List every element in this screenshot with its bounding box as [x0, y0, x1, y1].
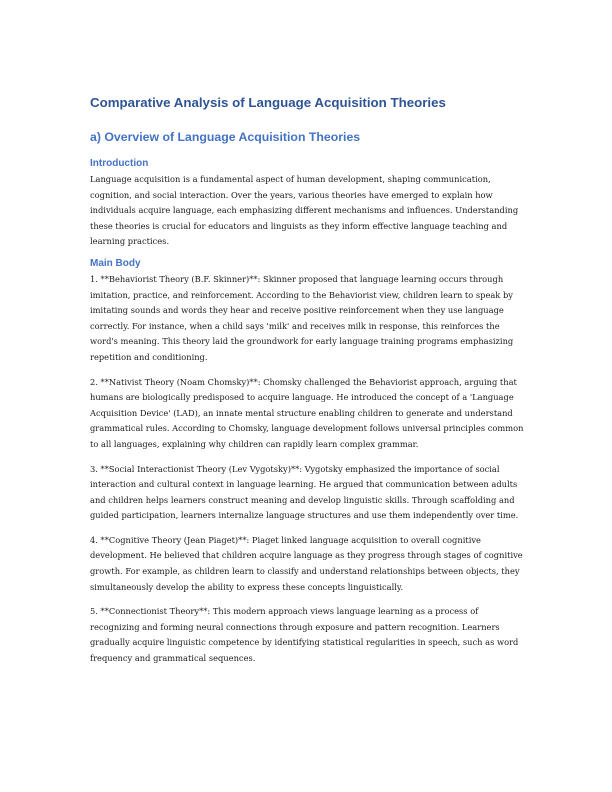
introduction-paragraph: Language acquisition is a fundamental aspect of human development, shaping communication, cognition, and social interaction. Over the years, various theories have emerged to explain how individuals acquire language, each emphasizing different mechanisms and influences. Understanding these theories is crucial for educators and linguists as they inform effective language teaching and learning practices.	[90, 174, 519, 247]
theory-item-nativist: 2. **Nativist Theory (Noam Chomsky)**: Chomsky challenged the Behaviorist approach, arguing that humans are biologically predisposed to acquire language. He introduced the concept of a 'Language Acquisition Device' (LAD), an innate mental structure enabling children to generate and understand grammatical rules. According to Chomsky, language development follows universal principles common to all languages, explaining why children can rapidly learn complex grammar.	[90, 376, 524, 449]
section-a-heading: a) Overview of Language Acquisition Theories	[90, 130, 361, 144]
document-title: Comparative Analysis of Language Acquisition Theories	[90, 95, 446, 110]
theory-item-behaviorist: 1. **Behaviorist Theory (B.F. Skinner)**: Skinner proposed that language learning occurs through imitation, practice, and reinforcement. According to the Behaviorist view, children learn to speak by imitating sounds and words they hear and receive positive reinforcement when they use language correctly. For instance, when a child says 'milk' and receives milk in response, this reinforces the word's meaning. This theory laid the groundwork for early language training programs emphasizing repetition and conditioning.	[90, 273, 514, 362]
introduction-section	[90, 157, 530, 250]
document-page	[90, 94, 530, 667]
introduction-heading: Introduction	[90, 158, 149, 169]
theory-item-connectionist: 5. **Connectionist Theory**: This modern approach views language learning as a process of recognizing and forming neural connections through exposure and pattern recognition. Learners gradually acquire linguistic competence by identifying statistical regularities in speech, such as word frequency and grammatical sequences.	[90, 606, 519, 664]
main-body-heading: Main Body	[90, 257, 141, 269]
main-body-section	[90, 257, 530, 667]
theory-item-cognitive: 4. **Cognitive Theory (Jean Piaget)**: Piaget linked language acquisition to overall cognitive development. He believed that children acquire language as they progress through stages of cognitive growth. For example, as children learn to classify and understand relationships between objects, they simultaneously develop the ability to express these concepts linguistically.	[90, 534, 523, 592]
theory-item-social-interactionist: 3. **Social Interactionist Theory (Lev Vygotsky)**: Vygotsky emphasized the importance of social interaction and cultural context in language learning. He argued that communication between adults and children helps learners construct meaning and develop linguistic skills. Through scaffolding and guided participation, learners internalize language structures and use them independently over time.	[90, 463, 519, 521]
